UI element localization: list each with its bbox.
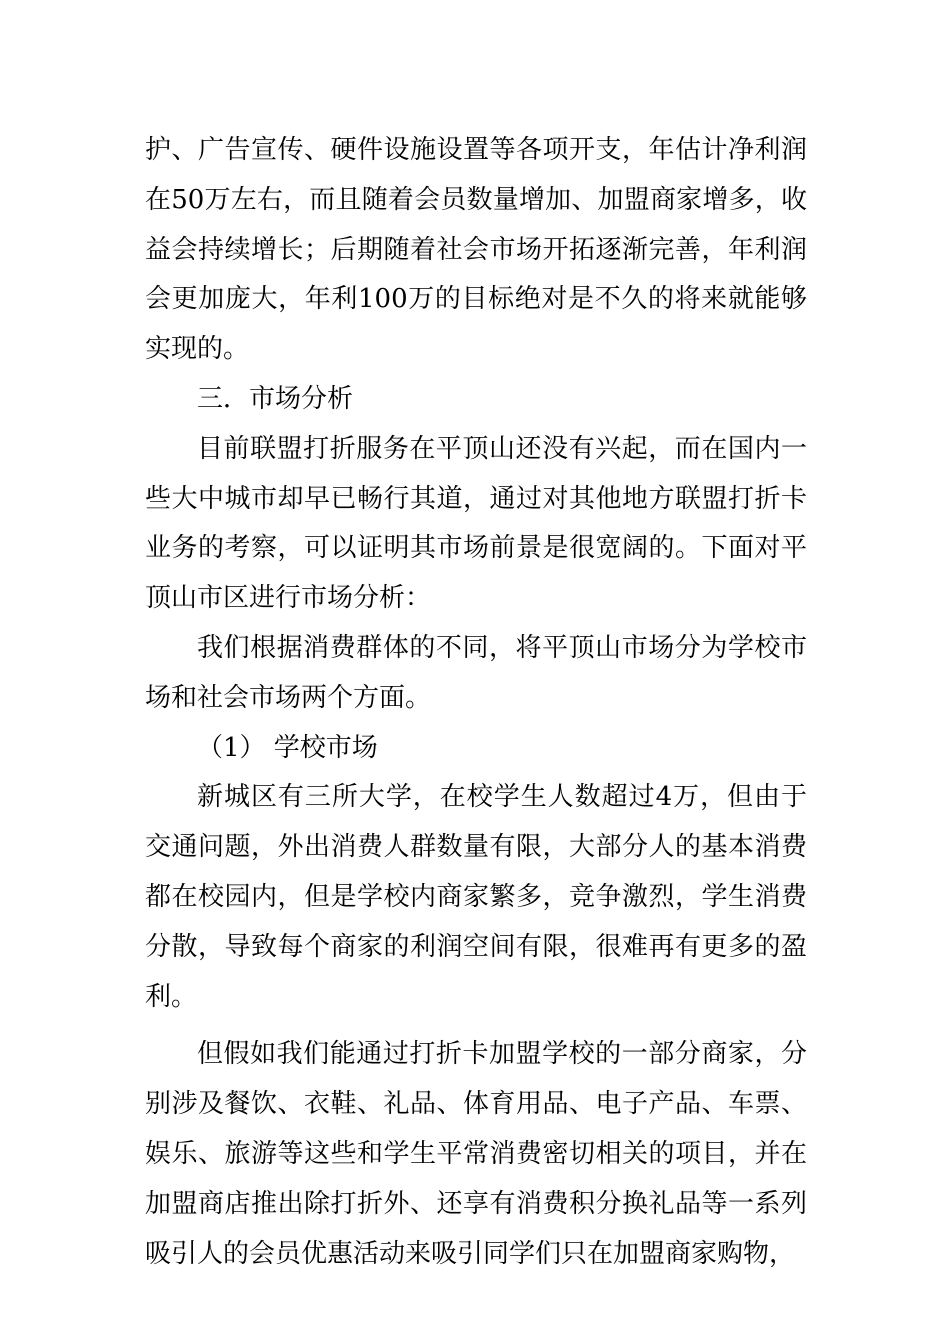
section-heading-market-analysis: 三．市场分析 [197,383,354,414]
subheading-school-market: （1） 学校市场 [197,732,378,763]
paragraph-profit-estimate: 护、广告宣传、硬件设施设置等各项开支，年估计净利润在50万左右，而且随着会员数量增加、加盟商家增多，收益会持续增长；后期随着社会市场开拓逐渐完善，年利润会更加庞大，年利100万的目标绝对是不久的将来就能够实现的。 [145,135,807,365]
paragraph-market-overview: 目前联盟打折服务在平顶山还没有兴起，而在国内一些大中城市却早已畅行其道，通过对其他地方联盟打折卡业务的考察，可以证明其市场前景是很宽阔的。下面对平顶山市区进行市场分析： [145,433,807,614]
document-page [145,126,807,1279]
paragraph-school-market-plan: 但假如我们能通过打折卡加盟学校的一部分商家，分别涉及餐饮、衣鞋、礼品、体育用品、电子产品、车票、娱乐、旅游等这些和学生平常消费密切相关的项目，并在加盟商店推出除打折外、还享有消费积分换礼品等一系列吸引人的会员优惠活动来吸引同学们只在加盟商家购物， [145,1039,807,1269]
paragraph-market-segments: 我们根据消费群体的不同，将平顶山市场分为学校市场和社会市场两个方面。 [145,632,807,713]
paragraph-school-market-status: 新城区有三所大学，在校学生人数超过4万，但由于交通问题，外出消费人群数量有限，大部分人的基本消费都在校园内，但是学校内商家繁多，竞争激烈，学生消费分散，导致每个商家的利润空间有限，很难再有更多的盈利。 [145,782,807,1012]
